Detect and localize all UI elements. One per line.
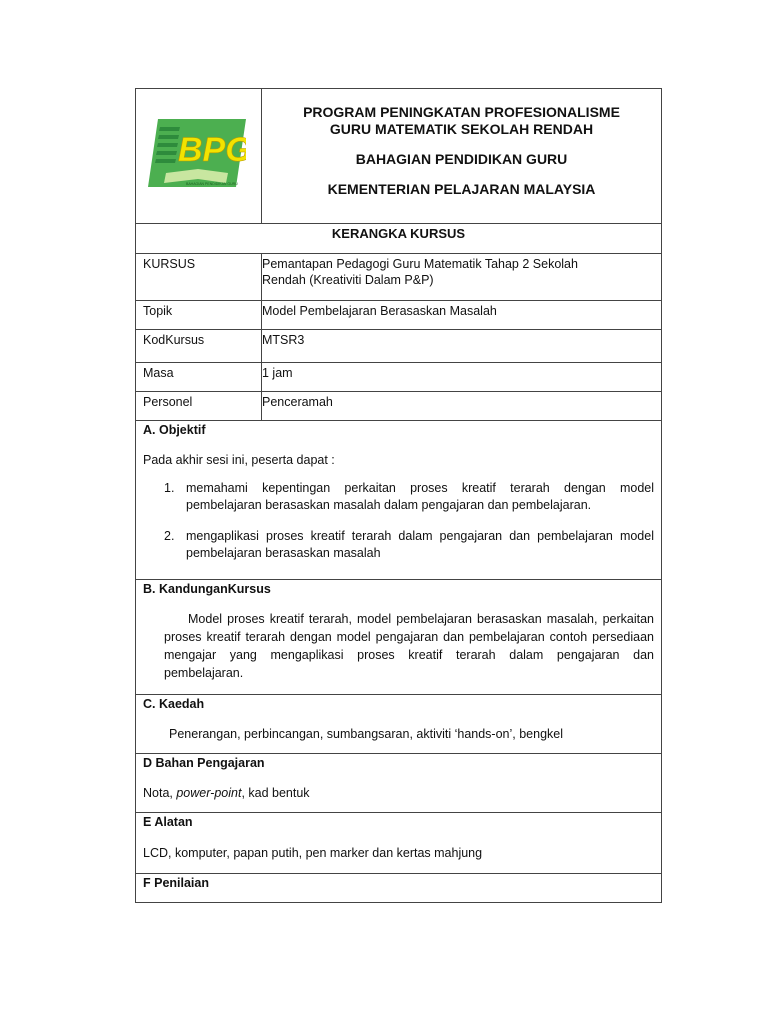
bpg-logo bbox=[148, 115, 246, 194]
section-penilaian bbox=[135, 874, 662, 903]
objektif-item bbox=[136, 528, 661, 562]
header-line-4: KEMENTERIAN PELAJARAN MALAYSIA bbox=[327, 181, 596, 197]
penilaian-title: F Penilaian bbox=[143, 876, 209, 890]
kursus-label: KURSUS bbox=[136, 254, 262, 300]
section-objektif bbox=[135, 421, 662, 580]
kaedah-text: Penerangan, perbincangan, sumbangsaran, aktiviti ‘hands-on’, bengkel bbox=[169, 727, 564, 741]
objektif-list bbox=[136, 480, 661, 562]
bahan-text-italic: power-point bbox=[176, 786, 242, 800]
section-kaedah bbox=[135, 695, 662, 754]
masa-value: 1 jam bbox=[262, 366, 293, 380]
kerangka-kursus-heading: KERANGKA KURSUS bbox=[135, 224, 662, 254]
objektif-item-text: memahami kepentingan perkaitan proses kreatif terarah dengan model pembelajaran berasaskan masalah dalam pengajaran dan pembelajaran. bbox=[186, 481, 654, 512]
kodkursus-value: MTSR3 bbox=[262, 333, 305, 347]
objektif-item-number: 2. bbox=[164, 529, 175, 543]
personel-value: Penceramah bbox=[262, 395, 333, 409]
header-text-cell bbox=[262, 89, 661, 223]
bahan-text-part-2: , kad bentuk bbox=[241, 786, 310, 800]
kandungan-text: Model proses kreatif terarah, model pembelajaran berasaskan masalah, perkaitan proses kreatif terarah dengan model pengajaran dan pembelajaran contoh persediaan mengajar yang mengaplikasi proses kreatif terarah dalam pengajaran dan pembelajaran. bbox=[164, 612, 654, 680]
objektif-item-text: mengaplikasi proses kreatif terarah dalam pengajaran dan pembelajaran model pembelajaran berasaskan masalah bbox=[186, 529, 654, 560]
topik-value: Model Pembelajaran Berasaskan Masalah bbox=[262, 304, 497, 318]
info-row-kodkursus bbox=[135, 330, 662, 363]
info-row-kursus bbox=[135, 254, 662, 301]
alatan-text: LCD, komputer, papan putih, pen marker dan kertas mahjung bbox=[143, 846, 483, 860]
kursus-value bbox=[262, 254, 661, 300]
personel-label: Personel bbox=[136, 392, 262, 420]
bahan-title: D Bahan Pengajaran bbox=[143, 756, 265, 770]
section-alatan bbox=[135, 813, 662, 874]
section-kandungan bbox=[135, 580, 662, 695]
section-bahan bbox=[135, 754, 662, 813]
header-line-1: PROGRAM PENINGKATAN PROFESIONALISME bbox=[303, 104, 620, 120]
kandungan-title: B. KandunganKursus bbox=[143, 582, 271, 596]
logo-subtext: BAHAGIAN PENDIDIKAN GURU bbox=[186, 182, 238, 186]
bahan-text bbox=[136, 785, 661, 801]
kursus-value-line-2: Rendah (Kreativiti Dalam P&P) bbox=[262, 273, 434, 287]
objektif-item bbox=[136, 480, 661, 514]
objektif-title: A. Objektif bbox=[143, 423, 206, 437]
objektif-item-number: 1. bbox=[164, 481, 175, 495]
header-row bbox=[135, 88, 662, 224]
alatan-title: E Alatan bbox=[143, 815, 193, 829]
header-line-2: GURU MATEMATIK SEKOLAH RENDAH bbox=[329, 121, 594, 137]
course-document bbox=[135, 88, 662, 903]
kursus-value-line-1: Pemantapan Pedagogi Guru Matematik Tahap 2 Sekolah bbox=[262, 257, 578, 271]
info-row-personel bbox=[135, 392, 662, 421]
masa-label: Masa bbox=[136, 363, 262, 391]
bpg-logo-icon bbox=[148, 115, 246, 191]
info-row-masa bbox=[135, 363, 662, 392]
bahan-text-part-1: Nota, bbox=[143, 786, 177, 800]
info-row-topik bbox=[135, 301, 662, 330]
logo-cell bbox=[136, 89, 262, 223]
kaedah-title: C. Kaedah bbox=[143, 697, 205, 711]
objektif-intro: Pada akhir sesi ini, peserta dapat : bbox=[143, 453, 335, 467]
header-line-3: BAHAGIAN PENDIDIKAN GURU bbox=[355, 151, 568, 167]
topik-label: Topik bbox=[136, 301, 262, 329]
kodkursus-label: KodKursus bbox=[136, 330, 262, 362]
logo-letters: BPG bbox=[178, 131, 246, 169]
